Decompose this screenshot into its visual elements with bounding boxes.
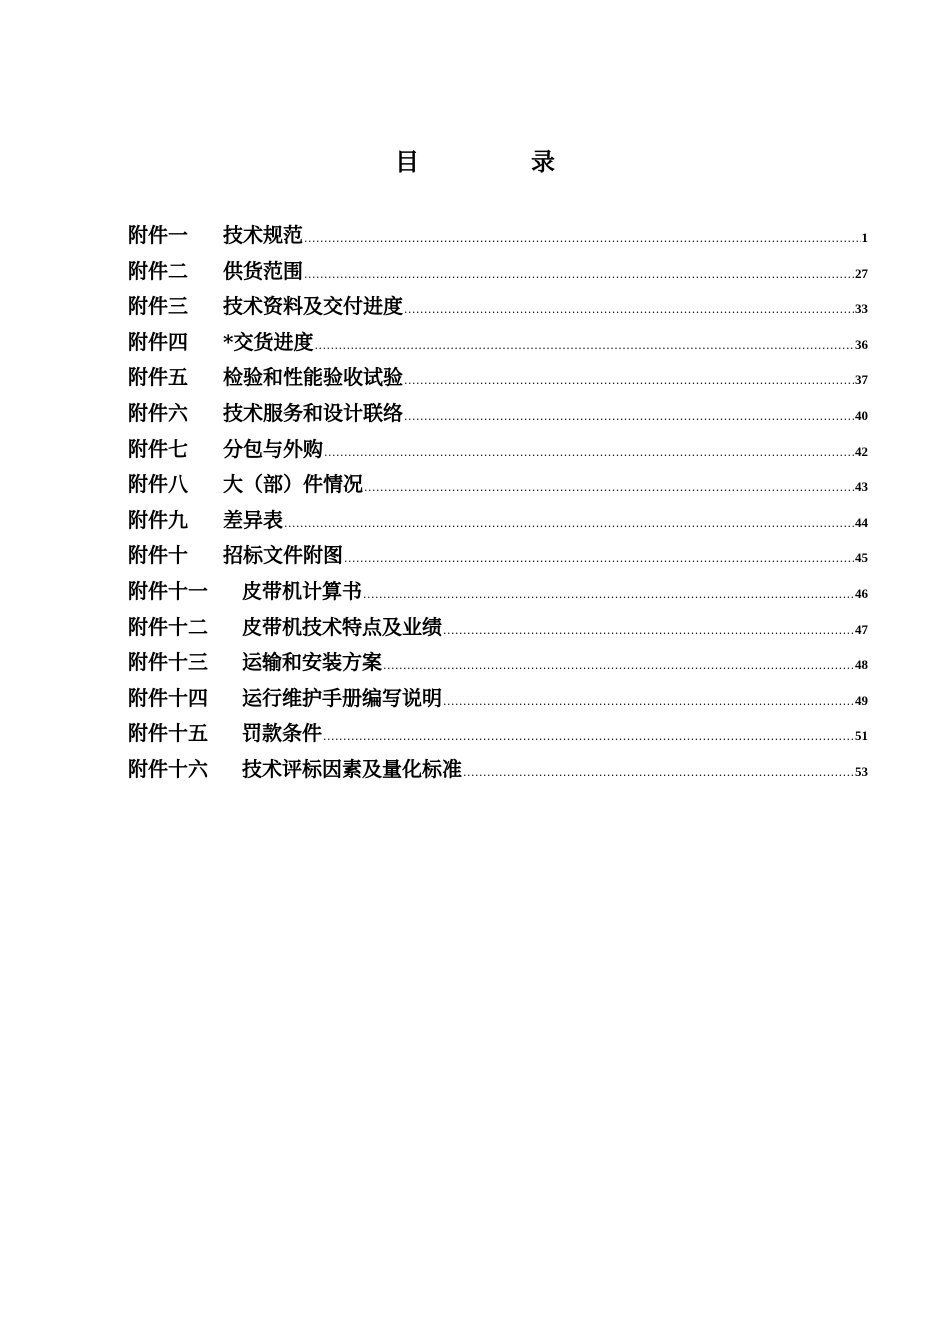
toc-entry-page-number: 1 bbox=[861, 230, 868, 245]
toc-leader-dots bbox=[323, 730, 854, 743]
toc-leader-dots bbox=[364, 481, 854, 494]
toc-entry-title: 技术评标因素及量化标准 bbox=[242, 756, 462, 781]
toc-entry-title: 差异表 bbox=[223, 507, 283, 532]
toc-entry-title: 皮带机计算书 bbox=[242, 578, 362, 603]
toc-leader-dots bbox=[304, 268, 854, 281]
toc-entry-title: 运输和安装方案 bbox=[242, 650, 382, 675]
toc-leader-dots bbox=[314, 339, 854, 352]
toc-entry-label: 附件四 bbox=[128, 329, 188, 354]
toc-list bbox=[128, 219, 868, 789]
toc-entry-label: 附件十六 bbox=[128, 756, 208, 781]
toc-entry-page-number: 40 bbox=[855, 407, 868, 423]
toc-entry-title: 罚款条件 bbox=[242, 721, 322, 746]
toc-entry[interactable] bbox=[128, 397, 868, 433]
toc-entry[interactable] bbox=[128, 682, 868, 718]
toc-entry[interactable] bbox=[128, 361, 868, 397]
toc-entry-title: 皮带机技术特点及业绩 bbox=[242, 614, 442, 639]
toc-entry-page-number: 53 bbox=[855, 763, 868, 779]
toc-entry-label: 附件六 bbox=[128, 400, 188, 425]
toc-entry-page-number: 43 bbox=[855, 479, 868, 495]
toc-entry-label: 附件三 bbox=[128, 294, 188, 319]
toc-entry-title: *交货进度 bbox=[223, 329, 314, 354]
toc-entry-label: 附件八 bbox=[128, 472, 188, 497]
toc-entry-label: 附件七 bbox=[128, 436, 188, 461]
toc-entry[interactable] bbox=[128, 717, 868, 753]
toc-entry-label: 附件十一 bbox=[128, 578, 208, 603]
toc-leader-dots bbox=[284, 517, 854, 530]
toc-leader-dots bbox=[443, 624, 854, 637]
toc-entry-page-number: 33 bbox=[855, 301, 868, 317]
toc-entry-title: 技术规范 bbox=[223, 223, 303, 247]
toc-entry[interactable] bbox=[128, 468, 868, 504]
toc-entry-page-number: 51 bbox=[855, 728, 868, 744]
toc-leader-dots bbox=[404, 303, 854, 316]
toc-entry-label: 附件二 bbox=[128, 258, 188, 283]
toc-entry-page-number: 45 bbox=[855, 550, 868, 566]
toc-leader-dots bbox=[344, 552, 854, 565]
toc-entry-page-number: 37 bbox=[855, 372, 868, 388]
toc-entry[interactable] bbox=[128, 504, 868, 540]
toc-entry-page-number: 48 bbox=[855, 657, 868, 673]
toc-leader-dots bbox=[363, 588, 854, 601]
toc-entry[interactable] bbox=[128, 290, 868, 326]
toc-entry-label: 附件十五 bbox=[128, 721, 208, 746]
toc-leader-dots bbox=[443, 695, 854, 708]
toc-leader-dots bbox=[463, 766, 854, 779]
toc-entry-page-number: 42 bbox=[855, 443, 868, 459]
toc-entry[interactable] bbox=[128, 539, 868, 575]
toc-leader-dots bbox=[383, 659, 854, 672]
toc-entry[interactable] bbox=[128, 646, 868, 682]
toc-entry-page-number: 36 bbox=[855, 336, 868, 352]
toc-entry-label: 附件五 bbox=[128, 365, 188, 390]
toc-entry[interactable] bbox=[128, 753, 868, 789]
toc-entry-label: 附件十三 bbox=[128, 650, 208, 675]
toc-entry[interactable] bbox=[128, 611, 868, 647]
toc-entry-page-number: 46 bbox=[855, 585, 868, 601]
toc-entry-page-number: 47 bbox=[855, 621, 868, 637]
toc-entry[interactable] bbox=[128, 433, 868, 469]
toc-entry-label: 附件十四 bbox=[128, 685, 208, 710]
toc-leader-dots bbox=[404, 374, 854, 387]
toc-entry-page-number: 44 bbox=[855, 514, 868, 530]
toc-entry-label: 附件十 bbox=[128, 543, 188, 568]
toc-entry-page-number: 49 bbox=[855, 692, 868, 708]
toc-leader-dots bbox=[304, 232, 861, 245]
toc-entry-title: 大（部）件情况 bbox=[223, 472, 363, 497]
toc-entry-label: 附件九 bbox=[128, 507, 188, 532]
toc-entry-label: 附件十二 bbox=[128, 614, 208, 639]
toc-leader-dots bbox=[404, 410, 854, 423]
toc-entry-title: 招标文件附图 bbox=[223, 543, 343, 568]
toc-entry-title: 技术资料及交付进度 bbox=[223, 294, 403, 319]
toc-entry-title: 检验和性能验收试验 bbox=[223, 365, 403, 390]
toc-entry-title: 运行维护手册编写说明 bbox=[242, 685, 442, 710]
toc-entry-page-number: 27 bbox=[855, 265, 868, 281]
toc-leader-dots bbox=[324, 446, 854, 459]
toc-entry-title: 技术服务和设计联络 bbox=[223, 400, 403, 425]
toc-entry-title: 分包与外购 bbox=[223, 436, 323, 461]
toc-entry[interactable] bbox=[128, 575, 868, 611]
toc-entry[interactable] bbox=[128, 219, 868, 255]
toc-title: 目 录 bbox=[395, 147, 599, 176]
toc-entry-label: 附件一 bbox=[128, 223, 188, 247]
toc-entry[interactable] bbox=[128, 326, 868, 362]
toc-entry-title: 供货范围 bbox=[223, 258, 303, 283]
toc-entry[interactable] bbox=[128, 255, 868, 291]
